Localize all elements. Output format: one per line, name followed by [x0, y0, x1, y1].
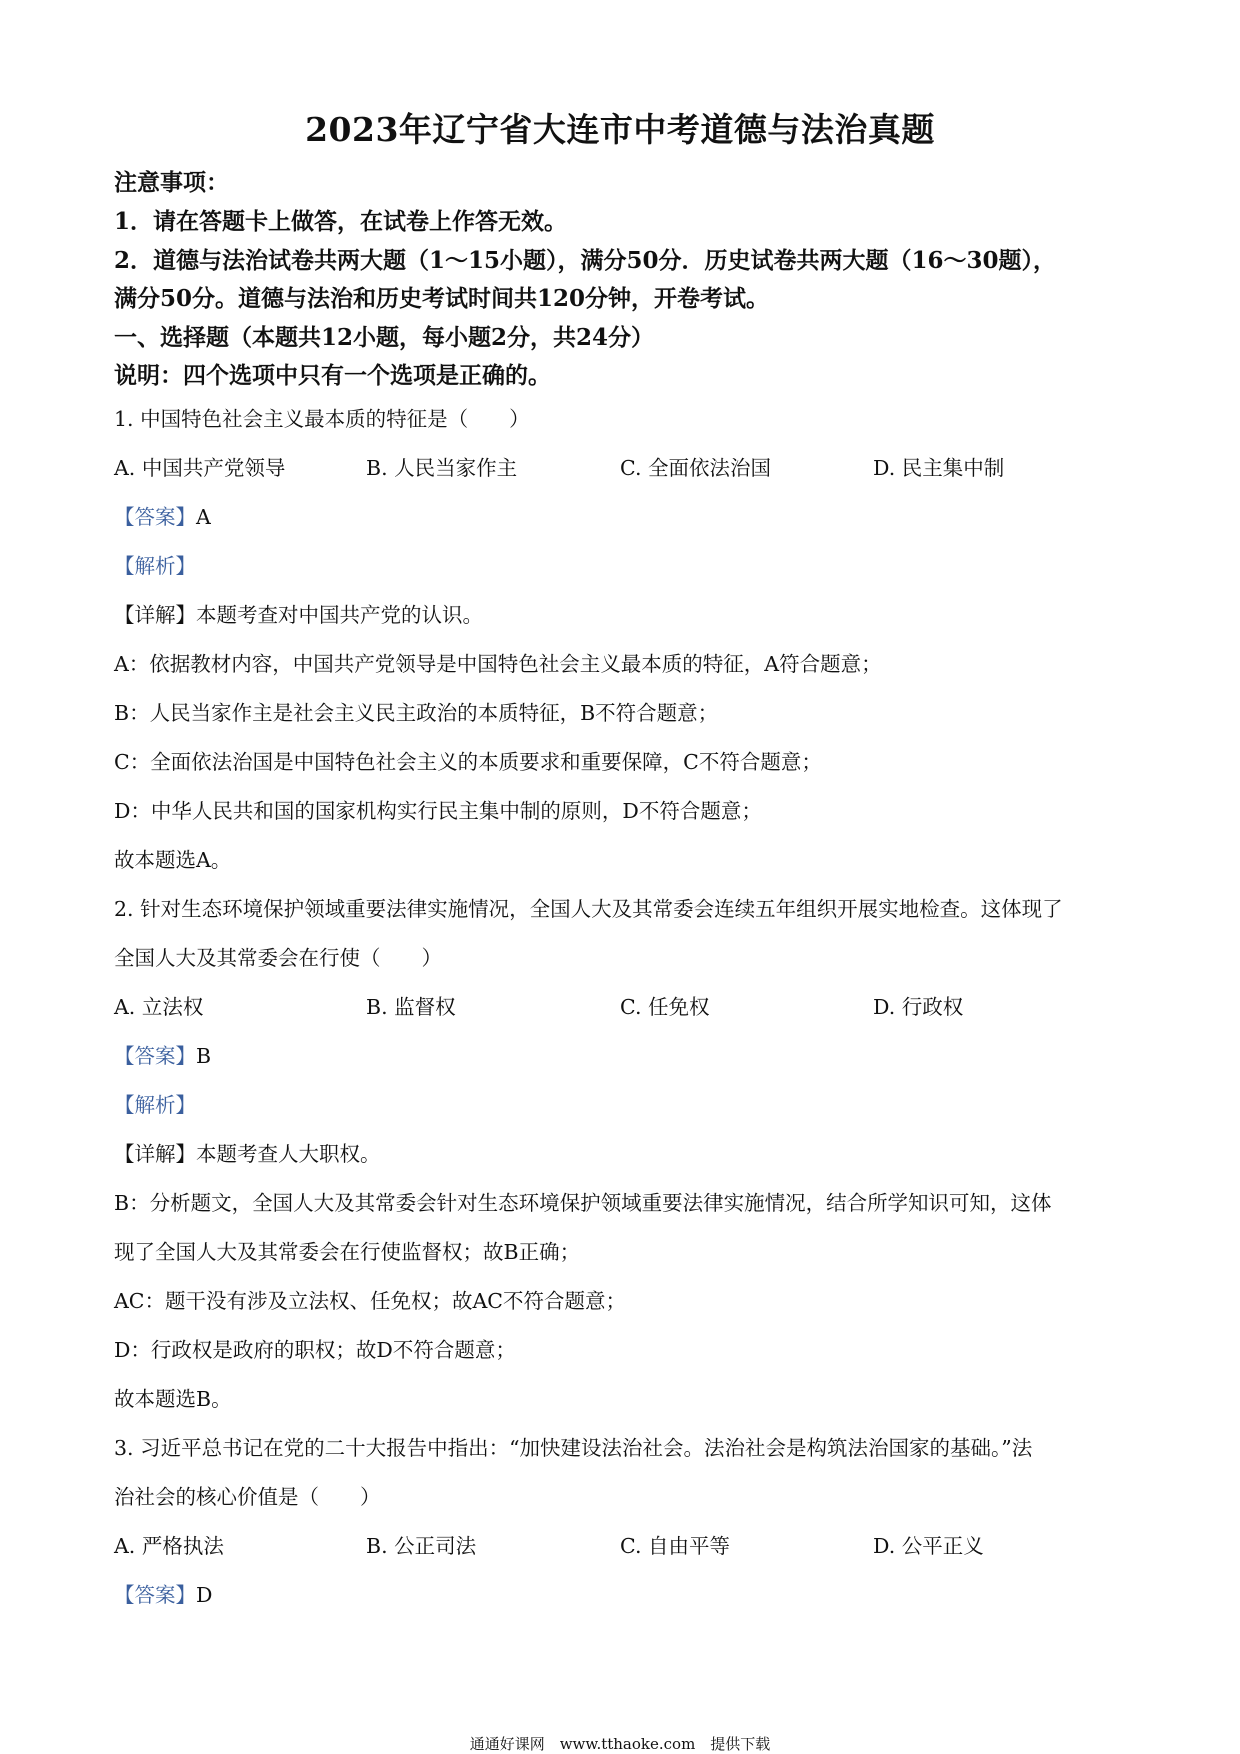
q1-answer-value: A	[196, 505, 211, 529]
notes-item-2-line-1: 2．道德与法治试卷共两大题（1～15小题），满分50分．历史试卷共两大题（16～30题），	[114, 247, 1057, 274]
section-heading: 一、选择题（本题共12小题，每小题2分，共24分）	[114, 324, 655, 351]
section-instruction: 说明：四个选项中只有一个选项是正确的。	[114, 362, 551, 389]
q1-detail-text: 本题考查对中国共产党的认识。	[196, 603, 483, 627]
q2-detail	[114, 1137, 381, 1167]
q1-option-a: A. 中国共产党领导	[114, 456, 286, 480]
q1-detail	[114, 598, 483, 628]
q2-option-a: A. 立法权	[114, 995, 204, 1019]
answer-tag: 【答案】	[114, 505, 196, 529]
page-footer: 通通好课网 www.tthaoke.com 提供下载	[469, 1735, 771, 1753]
q2-detail-text: 本题考查人大职权。	[196, 1142, 381, 1166]
q2-analysis-tag: 【解析】	[114, 1093, 196, 1117]
q1-stem: 1. 中国特色社会主义最本质的特征是（ ）	[114, 407, 530, 431]
q2-option-c: C. 任免权	[620, 995, 710, 1019]
q2-answer-value: B	[196, 1044, 212, 1068]
q3-option-c: C. 自由平等	[620, 1534, 730, 1558]
q2-analysis-line: AC：题干没有涉及立法权、任免权；故AC不符合题意；	[114, 1289, 626, 1313]
q2-option-d: D. 行政权	[873, 995, 964, 1019]
q1-analysis-line: A：依据教材内容，中国共产党领导是中国特色社会主义最本质的特征，A符合题意；	[114, 652, 882, 676]
q1-analysis-line: B：人民当家作主是社会主义民主政治的本质特征，B不符合题意；	[114, 701, 719, 725]
q3-stem-line-2: 治社会的核心价值是（ ）	[114, 1485, 381, 1509]
q1-option-d: D. 民主集中制	[873, 456, 1005, 480]
q3-answer-value: D	[196, 1583, 213, 1607]
q3-option-d: D. 公平正义	[873, 1534, 984, 1558]
detail-tag: 【详解】	[114, 603, 196, 627]
notes-heading: 注意事项：	[114, 169, 229, 196]
notes-item-1: 1．请在答题卡上做答，在试卷上作答无效。	[114, 208, 568, 235]
q2-conclusion: 故本题选B。	[114, 1387, 232, 1411]
q3-stem-line-1: 3. 习近平总书记在党的二十大报告中指出：“加快建设法治社会。法治社会是构筑法治国家的基础。”法	[114, 1436, 1033, 1460]
answer-tag: 【答案】	[114, 1044, 196, 1068]
q2-analysis-line: B：分析题文，全国人大及其常委会针对生态环境保护领域重要法律实施情况，结合所学知识可知，这体	[114, 1191, 1052, 1215]
q2-stem-line-1: 2. 针对生态环境保护领域重要法律实施情况，全国人大及其常委会连续五年组织开展实地检查。这体现了	[114, 897, 1063, 921]
q3-option-b: B. 公正司法	[366, 1534, 477, 1558]
detail-tag: 【详解】	[114, 1142, 196, 1166]
q1-conclusion: 故本题选A。	[114, 848, 232, 872]
answer-tag: 【答案】	[114, 1583, 196, 1607]
q2-analysis-line: D：行政权是政府的职权；故D不符合题意；	[114, 1338, 516, 1362]
q2-answer	[114, 1039, 211, 1069]
q1-analysis-line: D：中华人民共和国的国家机构实行民主集中制的原则，D不符合题意；	[114, 799, 762, 823]
q1-option-b: B. 人民当家作主	[366, 456, 518, 480]
q1-analysis-tag: 【解析】	[114, 554, 196, 578]
q2-stem-line-2: 全国人大及其常委会在行使（ ）	[114, 946, 442, 970]
notes-item-2-line-2: 满分50分。道德与法治和历史考试时间共120分钟，开卷考试。	[114, 285, 770, 312]
q3-answer	[114, 1578, 212, 1608]
q2-analysis-line: 现了全国人大及其常委会在行使监督权；故B正确；	[114, 1240, 581, 1264]
page-title: 2023年辽宁省大连市中考道德与法治真题	[305, 110, 935, 149]
q2-option-b: B. 监督权	[366, 995, 456, 1019]
q1-analysis-line: C：全面依法治国是中国特色社会主义的本质要求和重要保障，C不符合题意；	[114, 750, 822, 774]
q3-option-a: A. 严格执法	[114, 1534, 224, 1558]
q1-answer	[114, 500, 211, 530]
q1-option-c: C. 全面依法治国	[620, 456, 771, 480]
